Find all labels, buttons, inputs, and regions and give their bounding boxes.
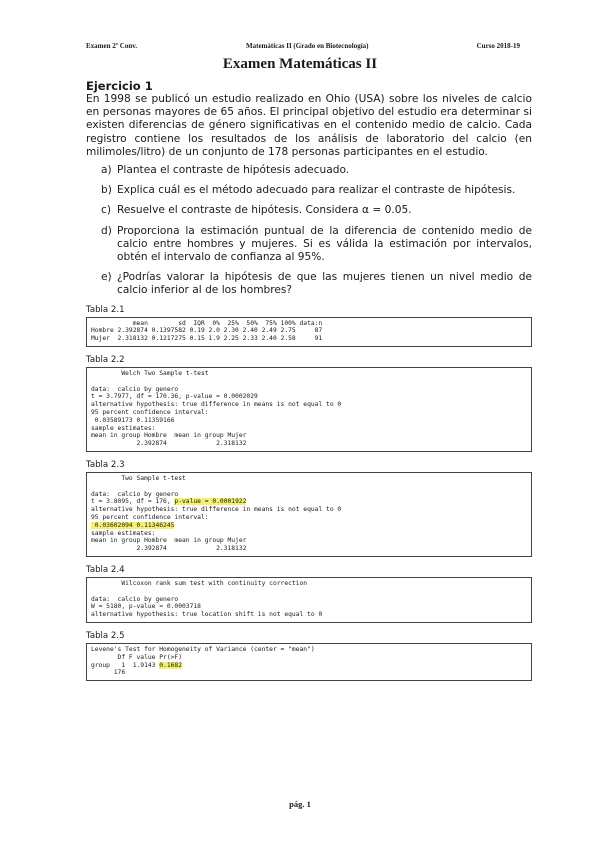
output-line: mean in group Hombre mean in group Mujer — [91, 432, 247, 440]
highlighted-p-value: p-value = 0.0001922 — [174, 498, 247, 506]
output-line: t = 3.7977, df = 170.36, p-value = 0.0002029 — [91, 393, 258, 401]
question-text: Proporciona la estimación puntual de la diferencia de contenido medio de calcio entre hombres y mujeres. Si es válida la estimación por intervalos, obtén el intervalo de confianza al 95%. — [117, 224, 532, 264]
highlighted-confidence-interval: 0.03602094 0.11346245 — [91, 521, 175, 529]
output-line: mean in group Hombre mean in group Mujer — [91, 537, 247, 545]
question-e — [86, 271, 532, 297]
exercise-title: Ejercicio 1 — [86, 79, 153, 93]
table-2-4-output — [86, 577, 532, 623]
page-number: pág. 1 — [289, 799, 311, 809]
output-line: Two Sample t-test — [91, 475, 186, 482]
table-2-3-label: Tabla 2.3 — [86, 460, 125, 470]
question-letter: d) — [101, 224, 112, 237]
question-text: ¿Podrías valorar la hipótesis de que las mujeres tienen un nivel medio de calcio inferior al de los hombres? — [117, 271, 532, 297]
output-line: 176 — [91, 669, 126, 677]
question-letter: a) — [101, 164, 112, 177]
question-text: Plantea el contraste de hipótesis adecuado. — [117, 164, 350, 177]
highlighted-levene-p-value: 0.1682 — [159, 661, 182, 669]
question-a — [86, 164, 532, 177]
output-line: 95 percent confidence interval: — [91, 409, 209, 417]
question-b — [86, 184, 532, 197]
output-line: Df F value Pr(>F) — [91, 653, 182, 661]
output-line: t = 3.8095, df = 176, — [91, 498, 175, 506]
output-line: Mujer 2.318132 0.1217275 0.15 1.9 2.25 2.33 2.40 2.58 91 — [91, 335, 323, 343]
header-center: Matemáticas II (Grado en Biotecnología) — [246, 42, 369, 50]
table-2-3-output — [86, 472, 532, 557]
question-letter: e) — [101, 271, 112, 284]
output-line: sample estimates: — [91, 529, 156, 537]
question-letter: c) — [101, 204, 111, 217]
table-2-5-output — [86, 643, 532, 681]
table-2-5-label: Tabla 2.5 — [86, 630, 125, 641]
output-line: data: calcio by genero — [91, 595, 179, 603]
output-line: data: calcio by genero — [91, 385, 179, 393]
table-2-1-output — [86, 317, 532, 347]
header-right: Curso 2018-19 — [476, 42, 520, 50]
table-2-2-label: Tabla 2.2 — [86, 355, 125, 366]
header-left: Examen 2º Conv. — [86, 42, 138, 50]
output-line: 2.392874 2.318132 — [91, 440, 247, 448]
page-title: Examen Matemáticas II — [222, 56, 378, 72]
question-text: Explica cuál es el método adecuado para realizar el contraste de hipótesis. — [117, 184, 516, 197]
output-line: data: calcio by genero — [91, 490, 179, 498]
output-line: 0.03589173 0.11359166 — [91, 416, 175, 424]
output-line: sample estimates: — [91, 424, 156, 432]
output-line: alternative hypothesis: true difference in means is not equal to 0 — [91, 506, 342, 514]
question-text: Resuelve el contraste de hipótesis. Considera α = 0.05. — [117, 204, 412, 217]
output-line: 2.392874 2.318132 — [91, 545, 247, 553]
output-line: W = 5180, p-value = 0.0003718 — [91, 603, 201, 611]
output-line: Levene's Test for Homogeneity of Variance (center = "mean") — [91, 645, 315, 653]
output-line: alternative hypothesis: true difference in means is not equal to 0 — [91, 401, 342, 409]
output-line: alternative hypothesis: true location shift is not equal to 0 — [91, 611, 323, 619]
question-c — [86, 204, 532, 217]
exam-content — [86, 80, 532, 689]
table-2-4-label: Tabla 2.4 — [86, 564, 125, 575]
output-line: Wilcoxon rank sum test with continuity correction — [91, 579, 308, 587]
table-2-2-output — [86, 367, 532, 452]
question-d — [86, 225, 532, 265]
output-line: Welch Two Sample t-test — [91, 370, 209, 378]
output-line: 95 percent confidence interval: — [91, 513, 209, 521]
question-letter: b) — [101, 184, 112, 197]
output-line: Hombre 2.392874 0.1397582 0.19 2.0 2.30 2.40 2.49 2.75 87 — [91, 327, 323, 335]
table-2-1-label: Tabla 2.1 — [86, 304, 125, 315]
output-line: group 1 1.9143 — [91, 661, 160, 669]
exercise-intro: En 1998 se publicó un estudio realizado en Ohio (USA) sobre los niveles de calcio en personas mayores de 65 años. El principal objetivo del estudio era determinar si existen diferencias de género significativas en el contenido medio de calcio. Cada registro contiene los resultados de los análisis de laboratorio del calcio (en milimoles/litro) de un conjunto de 178 personas participantes en el estudio. — [86, 93, 532, 158]
question-list — [86, 164, 532, 298]
output-line: mean sd IQR 0% 25% 50% 75% 100% data:n — [91, 319, 323, 327]
